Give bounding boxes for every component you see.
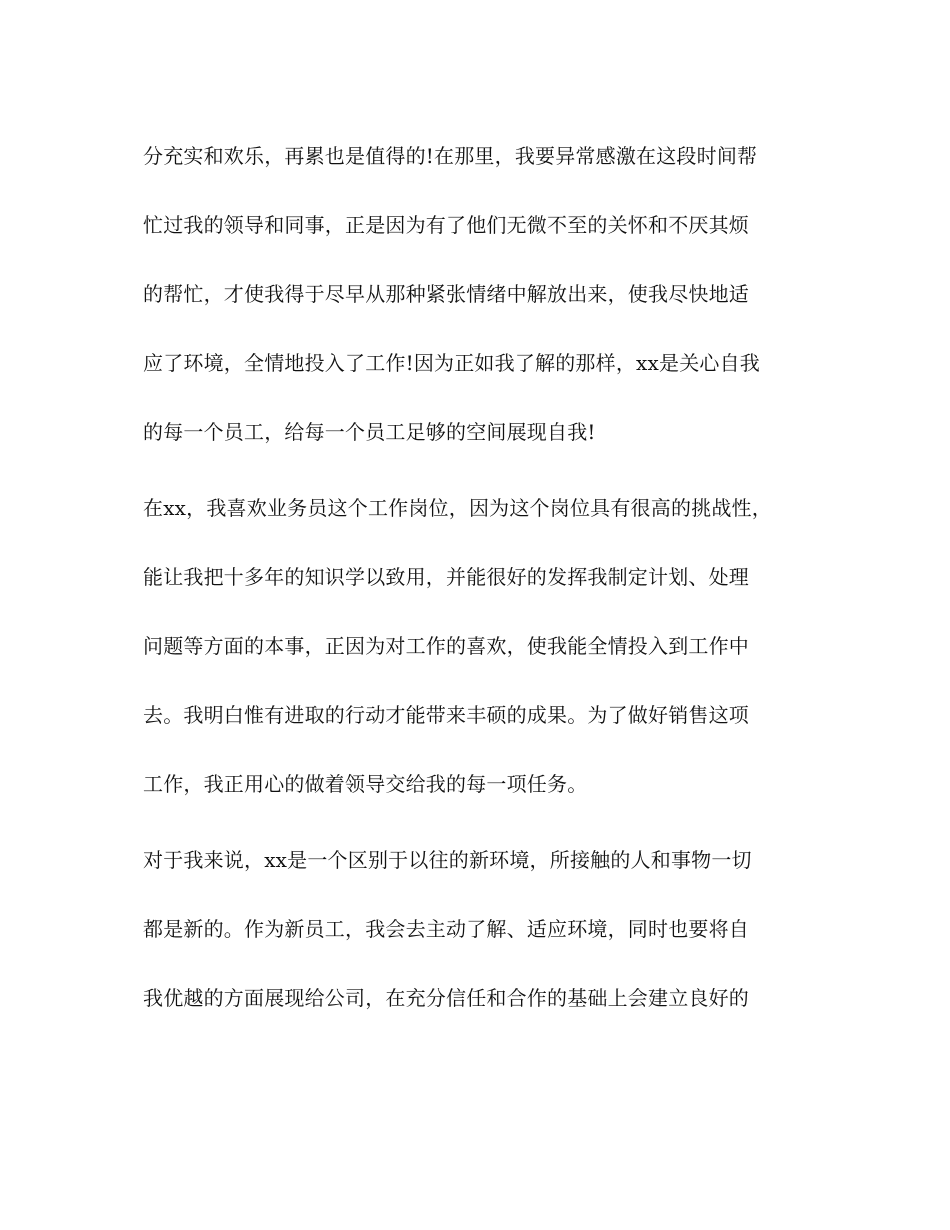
text-line: 的每一个员工，给每一个员工足够的空间展现自我! bbox=[143, 420, 596, 444]
text-line: 的帮忙，才使我得于尽早从那种紧张情绪中解放出来，使我尽快地适 bbox=[143, 282, 749, 306]
text-line: 我优越的方面展现给公司，在充分信任和合作的基础上会建立良好的 bbox=[143, 986, 749, 1010]
text-line: 应了环境，全情地投入了工作!因为正如我了解的那样，xx是关心自我 bbox=[143, 351, 760, 375]
text-line: 忙过我的领导和同事，正是因为有了他们无微不至的关怀和不厌其烦 bbox=[143, 213, 749, 237]
text-line: 在xx，我喜欢业务员这个工作岗位，因为这个岗位具有很高的挑战性， bbox=[143, 496, 772, 520]
text-line: 对于我来说，xx是一个区别于以往的新环境，所接触的人和事物一切 bbox=[143, 848, 752, 872]
text-line: 问题等方面的本事，正因为对工作的喜欢，使我能全情投入到工作中 bbox=[143, 634, 749, 658]
text-line: 工作，我正用心的做着领导交给我的每一项任务。 bbox=[143, 772, 588, 796]
text-line: 分充实和欢乐，再累也是值得的!在那里，我要异常感激在这段时间帮 bbox=[143, 144, 758, 168]
text-line: 都是新的。作为新员工，我会去主动了解、适应环境，同时也要将自 bbox=[143, 917, 749, 941]
paragraph-1 bbox=[143, 141, 823, 453]
paragraph-2 bbox=[143, 493, 823, 805]
text-line: 能让我把十多年的知识学以致用，并能很好的发挥我制定计划、处理 bbox=[143, 565, 749, 589]
paragraph-3 bbox=[143, 845, 823, 1019]
text-line: 去。我明白惟有进取的行动才能带来丰硕的成果。为了做好销售这项 bbox=[143, 703, 749, 727]
